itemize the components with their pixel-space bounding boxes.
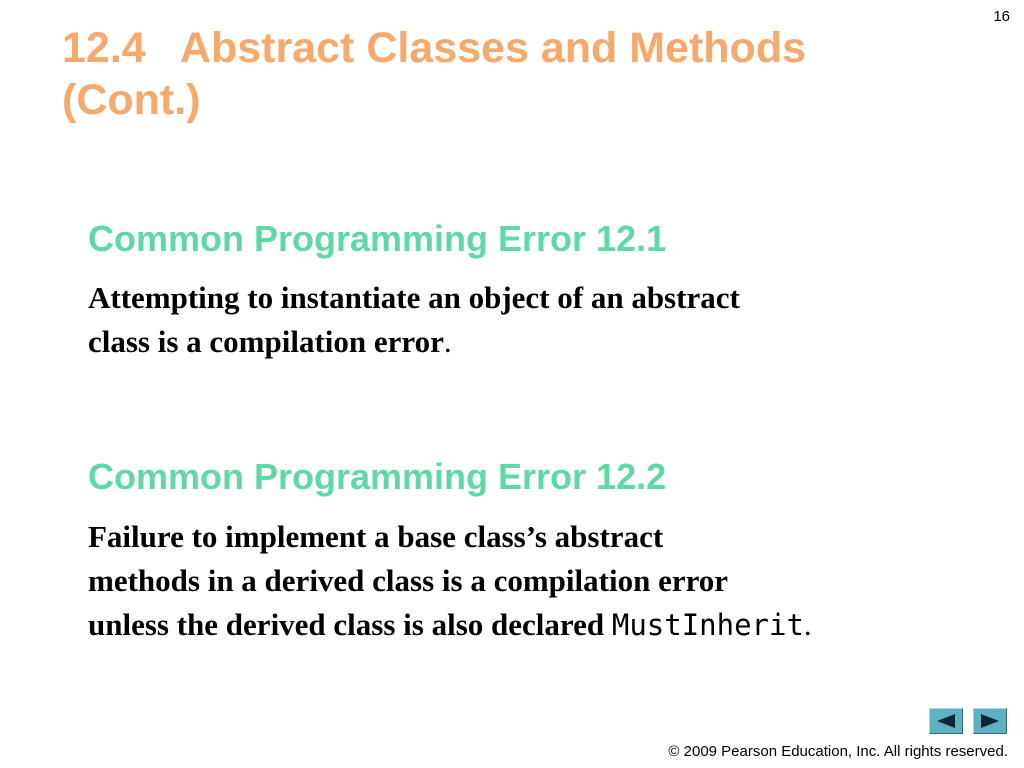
callout-body-1-line-1: Attempting to instantiate an object of an abstract [88, 280, 740, 315]
triangle-left-icon [935, 713, 957, 729]
slide-title-line-1: 12.4 Abstract Classes and Methods [62, 24, 806, 72]
triangle-right-icon [979, 713, 1001, 729]
callout-body-2-line-2: methods in a derived class is a compilation error [88, 563, 729, 598]
slide-title [62, 22, 922, 126]
callout-body-2-line-1: Failure to implement a base class’s abstract [88, 519, 664, 554]
slide-title-line-2: (Cont.) [62, 76, 201, 124]
next-slide-button[interactable] [973, 708, 1007, 734]
callout-heading-1: Common Programming Error 12.1 [88, 218, 667, 259]
previous-slide-button[interactable] [929, 708, 963, 734]
callout-body-1-line-2 [88, 320, 740, 364]
callout-body-1-line-2-text: class is a compilation error [88, 324, 444, 359]
copyright-notice: © 2009 Pearson Education, Inc. All rights reserved. [668, 743, 1008, 760]
callout-body-2-line-3 [88, 603, 812, 647]
callout-body-1-period: . [443, 324, 452, 359]
callout-heading-2: Common Programming Error 12.2 [88, 456, 667, 497]
callout-body-1 [88, 276, 740, 364]
callout-body-2 [88, 515, 812, 647]
page-number: 16 [993, 8, 1010, 25]
callout-body-2-line-3-text: unless the derived class is also declared [88, 607, 612, 642]
code-keyword-mustinherit: MustInherit [611, 608, 804, 642]
callout-body-2-period: . [803, 607, 812, 642]
slide-navigation [929, 708, 1007, 734]
